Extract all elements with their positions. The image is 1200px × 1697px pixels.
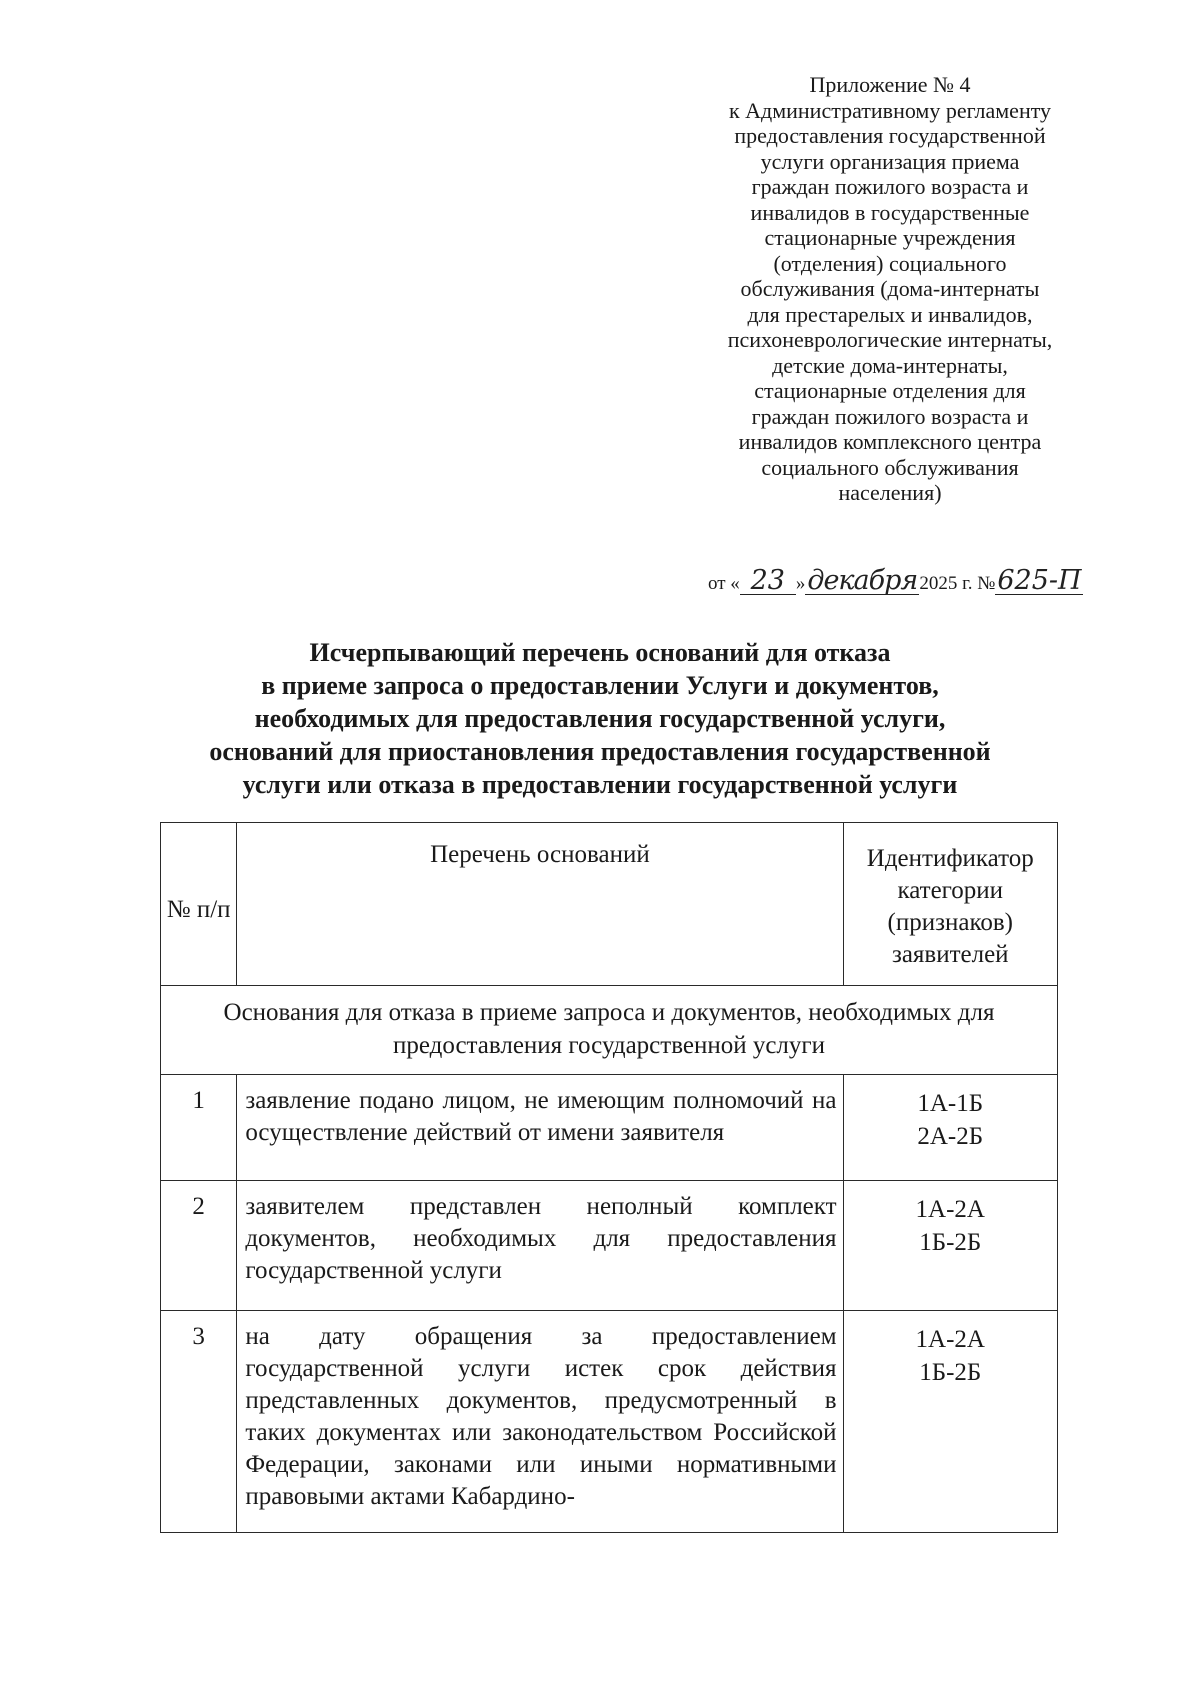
annex-line: населения) bbox=[838, 480, 942, 505]
annex-line: для престарелых и инвалидов, bbox=[747, 301, 1033, 327]
annex-line: детские дома-интернаты, bbox=[772, 352, 1008, 378]
table-row bbox=[161, 1075, 1058, 1181]
date-number-line bbox=[708, 565, 1108, 599]
row-identifier bbox=[843, 1311, 1057, 1533]
row-text: на дату обращения за предоставлением государственной услуги истек срок действия представленных документов, предусмотренный в таких документах или законодательством Российской Федерации, законами или иными нормативными правовыми актами Кабардино- bbox=[237, 1311, 843, 1533]
document-title bbox=[150, 636, 1050, 801]
date-prefix: от « bbox=[708, 573, 740, 594]
identifier-line: 1А-1Б bbox=[917, 1090, 984, 1117]
title-line: оснований для приостановления предоставления государственной bbox=[209, 737, 991, 766]
row-number: 2 bbox=[161, 1181, 237, 1311]
annex-line: Приложение № 4 bbox=[809, 72, 971, 97]
year-label: 2025 г. № bbox=[919, 573, 996, 594]
annex-line: стационарные учреждения bbox=[764, 225, 1016, 250]
table-header-row bbox=[161, 823, 1058, 986]
annex-line: психоневрологические интернаты, bbox=[727, 327, 1053, 352]
header-grounds: Перечень оснований bbox=[237, 823, 843, 986]
title-line: необходимых для предоставления государственной услуги, bbox=[254, 704, 946, 733]
annex-line: услуги организация приема bbox=[760, 148, 1020, 174]
identifier-line: 2А-2Б bbox=[917, 1123, 984, 1150]
row-number: 3 bbox=[161, 1311, 237, 1533]
header-number: № п/п bbox=[161, 823, 237, 986]
identifier-line: 1А-2А bbox=[915, 1196, 985, 1223]
annex-line: обслуживания (дома-интернаты bbox=[740, 276, 1040, 301]
annex-line: граждан пожилого возраста и bbox=[751, 174, 1029, 199]
annex-line: стационарные отделения для bbox=[754, 378, 1026, 403]
annex-line: к Административному регламенту bbox=[728, 97, 1052, 123]
annex-line: граждан пожилого возраста и bbox=[751, 403, 1029, 429]
grounds-table bbox=[160, 822, 1058, 1533]
handwritten-month: декабря bbox=[805, 568, 919, 595]
section-row bbox=[161, 986, 1058, 1075]
table-row bbox=[161, 1311, 1058, 1533]
identifier-line: 1Б-2Б bbox=[919, 1229, 982, 1256]
row-text: заявление подано лицом, не имеющим полномочий на осуществление действий от имени заявителя bbox=[237, 1075, 843, 1181]
table-row bbox=[161, 1181, 1058, 1311]
handwritten-number: 625-П bbox=[997, 565, 1082, 596]
title-line: в приеме запроса о предоставлении Услуги и документов, bbox=[261, 671, 939, 700]
annex-line: предоставления государственной bbox=[734, 123, 1046, 148]
annex-line: инвалидов в государственные bbox=[750, 199, 1030, 225]
handwritten-day: 23 bbox=[740, 568, 796, 595]
row-identifier bbox=[843, 1181, 1057, 1311]
row-text: заявителем представлен неполный комплект документов, необходимых для предоставления государственной услуги bbox=[237, 1181, 843, 1311]
annex-block bbox=[700, 72, 1080, 506]
row-identifier bbox=[843, 1075, 1057, 1181]
annex-line: социального обслуживания bbox=[761, 454, 1019, 480]
header-identifier: Идентификатор категории (признаков) заявителей bbox=[843, 823, 1057, 986]
annex-line: инвалидов комплексного центра bbox=[738, 429, 1042, 454]
date-mid: » bbox=[795, 573, 806, 594]
section-heading: Основания для отказа в приеме запроса и документов, необходимых для предоставления государственной услуги bbox=[161, 986, 1058, 1075]
annex-line: (отделения) социального bbox=[773, 250, 1007, 276]
title-line: Исчерпывающий перечень оснований для отказа bbox=[309, 638, 891, 667]
identifier-line: 1А-2А bbox=[915, 1326, 985, 1353]
identifier-line: 1Б-2Б bbox=[919, 1359, 982, 1386]
title-line: услуги или отказа в предоставлении государственной услуги bbox=[242, 770, 958, 799]
row-number: 1 bbox=[161, 1075, 237, 1181]
